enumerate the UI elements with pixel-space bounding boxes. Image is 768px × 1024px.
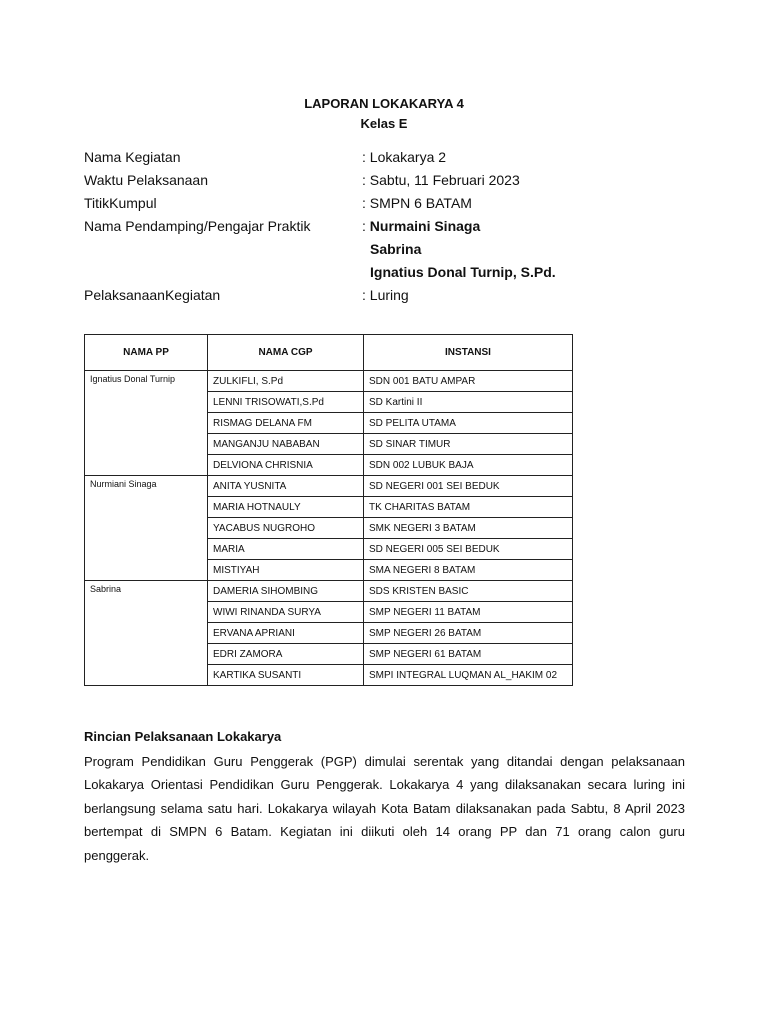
cell-nama-pp: Nurmiani Sinaga: [85, 476, 208, 581]
cell-instansi: SMPI INTEGRAL LUQMAN AL_HAKIM 02: [364, 665, 573, 686]
document-title: LAPORAN LOKAKARYA 4: [304, 96, 464, 111]
cell-instansi: SD PELITA UTAMA: [364, 413, 573, 434]
cell-nama-cgp: DELVIONA CHRISNIA: [208, 455, 364, 476]
cell-nama-cgp: LENNI TRISOWATI,S.Pd: [208, 392, 364, 413]
info-label: Nama Pendamping/Pengajar Praktik: [84, 218, 311, 234]
cell-instansi: SDS KRISTEN BASIC: [364, 581, 573, 602]
info-value: : Luring: [362, 287, 409, 303]
section-title: Rincian Pelaksanaan Lokakarya: [84, 729, 282, 744]
info-label: PelaksanaanKegiatan: [84, 287, 221, 303]
cell-nama-cgp: ERVANA APRIANI: [208, 623, 364, 644]
table-row: [85, 581, 573, 602]
section-body: Program Pendidikan Guru Penggerak (PGP) dimulai serentak yang ditandai dengan pelaksanaan Lokakarya Orientasi Pendidikan Guru Penggerak. Lokakarya 4 yang dilaksanakan secara luring ini berlangsung selama satu hari. Lokakarya wilayah Kota Batam dilaksanakan pada Sabtu, 8 April 2023 bertempat di SMPN 6 Batam. Kegiatan ini diikuti oleh 14 orang PP dan 71 orang calon guru penggerak.: [84, 754, 685, 863]
pendamping-name: Sabrina: [370, 241, 422, 257]
cell-nama-cgp: KARTIKA SUSANTI: [208, 665, 364, 686]
info-label: Waktu Pelaksanaan: [84, 172, 208, 188]
document-subtitle: Kelas E: [360, 116, 408, 131]
cell-nama-cgp: YACABUS NUGROHO: [208, 518, 364, 539]
table-row: [85, 476, 573, 497]
cell-instansi: SD Kartini II: [364, 392, 573, 413]
cell-instansi: SDN 001 BATU AMPAR: [364, 371, 573, 392]
cell-instansi: SMA NEGERI 8 BATAM: [364, 560, 573, 581]
cell-instansi: SD NEGERI 005 SEI BEDUK: [364, 539, 573, 560]
cell-instansi: SD SINAR TIMUR: [364, 434, 573, 455]
cell-instansi: SMP NEGERI 11 BATAM: [364, 602, 573, 623]
info-value: : SMPN 6 BATAM: [362, 195, 472, 211]
info-prefix: :: [362, 218, 370, 234]
header-nama-cgp: NAMA CGP: [208, 335, 364, 371]
cell-nama-pp: Ignatius Donal Turnip: [85, 371, 208, 476]
info-value: : Sabtu, 11 Februari 2023: [362, 172, 520, 188]
info-label: Nama Kegiatan: [84, 149, 181, 165]
cell-instansi: SMP NEGERI 26 BATAM: [364, 623, 573, 644]
participants-table: [84, 334, 573, 686]
cell-nama-cgp: WIWI RINANDA SURYA: [208, 602, 364, 623]
header-nama-pp: NAMA PP: [85, 335, 208, 371]
table-row: [85, 371, 573, 392]
table-header-row: [85, 335, 573, 371]
cell-nama-cgp: ZULKIFLI, S.Pd: [208, 371, 364, 392]
info-value: : Lokakarya 2: [362, 149, 447, 165]
cell-nama-cgp: ANITA YUSNITA: [208, 476, 364, 497]
cell-nama-cgp: MARIA HOTNAULY: [208, 497, 364, 518]
cell-nama-cgp: RISMAG DELANA FM: [208, 413, 364, 434]
pendamping-name: Nurmaini Sinaga: [369, 218, 481, 234]
cell-nama-pp: Sabrina: [85, 581, 208, 686]
cell-nama-cgp: EDRI ZAMORA: [208, 644, 364, 665]
pendamping-name: Ignatius Donal Turnip, S.Pd.: [370, 264, 556, 280]
cell-nama-cgp: MISTIYAH: [208, 560, 364, 581]
cell-nama-cgp: DAMERIA SIHOMBING: [208, 581, 364, 602]
cell-instansi: TK CHARITAS BATAM: [364, 497, 573, 518]
cell-nama-cgp: MANGANJU NABABAN: [208, 434, 364, 455]
cell-instansi: SMP NEGERI 61 BATAM: [364, 644, 573, 665]
header-instansi: INSTANSI: [364, 335, 573, 371]
info-value: [362, 216, 480, 236]
cell-instansi: SMK NEGERI 3 BATAM: [364, 518, 573, 539]
cell-nama-cgp: MARIA: [208, 539, 364, 560]
cell-instansi: SD NEGERI 001 SEI BEDUK: [364, 476, 573, 497]
info-label: TitikKumpul: [84, 195, 157, 211]
cell-instansi: SDN 002 LUBUK BAJA: [364, 455, 573, 476]
